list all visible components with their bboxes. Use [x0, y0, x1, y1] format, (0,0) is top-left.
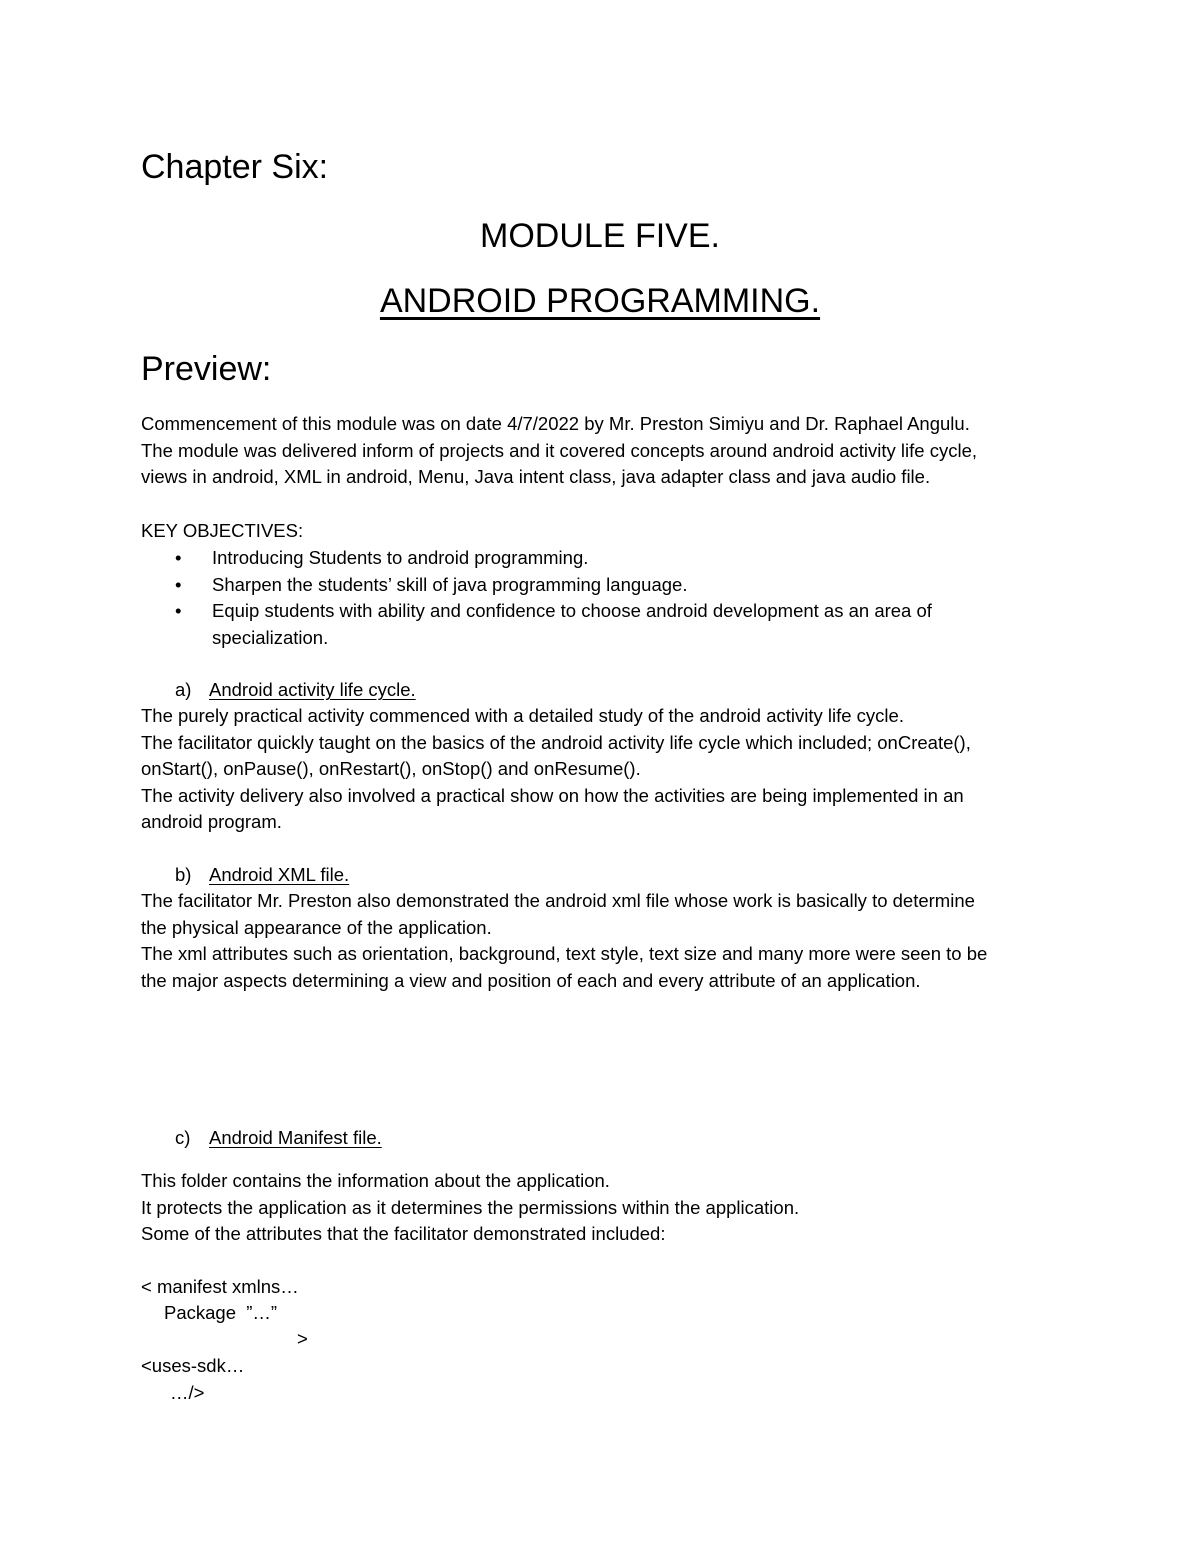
section-heading-c	[141, 1125, 382, 1152]
body-line: The activity delivery also involved a practical show on how the activities are being implemented in an	[141, 784, 964, 806]
section-heading-a	[141, 677, 416, 704]
section-title: Android XML file.	[209, 864, 350, 885]
body-line: Some of the attributes that the facilitator demonstrated included:	[141, 1223, 666, 1244]
intro-line: views in android, XML in android, Menu, Java intent class, java adapter class and java audio file.	[141, 466, 931, 487]
section-heading-b	[141, 862, 349, 889]
body-line: onStart(), onPause(), onRestart(), onStop() and onResume().	[141, 758, 641, 779]
body-line: android program.	[141, 811, 282, 832]
body-line: the major aspects determining a view and position of each and every attribute of an application.	[141, 969, 921, 991]
objective-text: Sharpen the students’ skill of java programming language.	[212, 573, 688, 595]
intro-paragraph	[141, 411, 1071, 491]
objective-text: Introducing Students to android programming.	[212, 547, 589, 568]
bullet-icon: •	[175, 600, 182, 621]
objective-text: Equip students with ability and confidence to choose android development as an area of	[212, 600, 932, 621]
objectives-heading	[141, 518, 1071, 545]
objective-text: specialization.	[212, 626, 329, 648]
program-title-text: ANDROID PROGRAMMING.	[379, 282, 821, 320]
code-line: Package ”…”	[164, 1302, 278, 1323]
intro-line: Commencement of this module was on date 4/7/2022 by Mr. Preston Simiyu and Dr. Raphael Angulu.	[141, 413, 970, 434]
body-line: The purely practical activity commenced with a detailed study of the android activity life cycle.	[141, 705, 904, 726]
objectives-list	[141, 545, 1071, 651]
body-line: The facilitator Mr. Preston also demonstrated the android xml file whose work is basically to determine	[141, 890, 975, 911]
bullet-icon: •	[175, 573, 182, 595]
bullet-icon: •	[175, 547, 182, 568]
section-c-body	[141, 1168, 1071, 1248]
body-line: It protects the application as it determines the permissions within the application.	[141, 1196, 800, 1218]
preview-heading: Preview:	[141, 350, 272, 388]
code-line: …/>	[170, 1382, 205, 1403]
list-item	[141, 545, 1071, 572]
intro-line: The module was delivered inform of projects and it covered concepts around android activity life cycle,	[141, 439, 978, 461]
section-b-body	[141, 888, 1071, 994]
body-line: The xml attributes such as orientation, background, text style, text size and many more were seen to be	[141, 943, 988, 964]
body-line: This folder contains the information about the application.	[141, 1170, 610, 1191]
code-line: <uses-sdk…	[141, 1355, 245, 1376]
body-line: the physical appearance of the application.	[141, 916, 492, 938]
section-letter: a)	[175, 679, 192, 700]
list-item	[141, 572, 1071, 599]
module-title: MODULE FIVE.	[480, 217, 720, 255]
chapter-title: Chapter Six:	[141, 148, 329, 186]
section-title: Android Manifest file.	[209, 1127, 382, 1148]
code-line: >	[297, 1328, 308, 1349]
program-title	[0, 280, 1200, 322]
section-title: Android activity life cycle.	[209, 679, 416, 700]
section-letter: b)	[175, 864, 192, 885]
objectives-heading-text: KEY OBJECTIVES:	[141, 520, 304, 541]
section-letter: c)	[175, 1127, 191, 1148]
section-a-body	[141, 703, 1071, 836]
code-line: < manifest xmlns…	[141, 1276, 299, 1297]
body-line: The facilitator quickly taught on the basics of the android activity life cycle which included; onCreate(),	[141, 731, 971, 753]
list-item	[141, 598, 1071, 651]
